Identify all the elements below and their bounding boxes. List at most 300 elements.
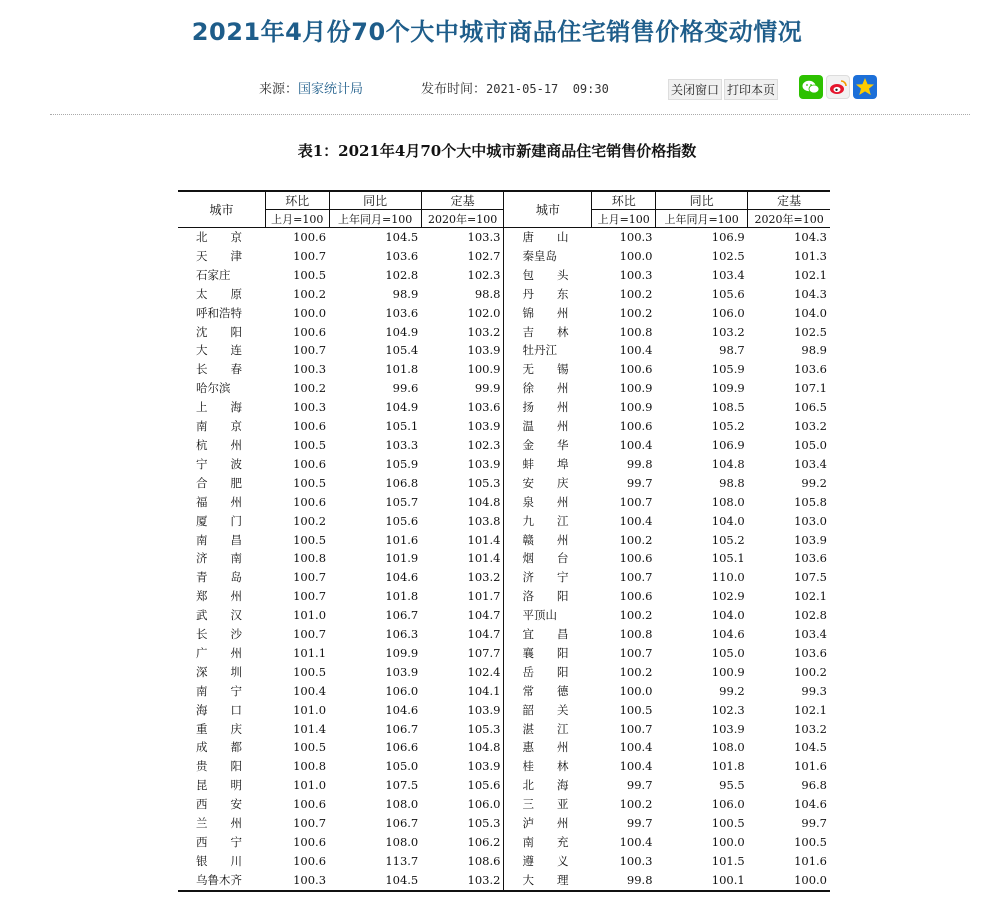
header-yoy: 同比 bbox=[329, 191, 421, 210]
cell-yoy-right: 105.0 bbox=[711, 645, 745, 660]
cell-base-right: 104.3 bbox=[794, 286, 827, 301]
table-row bbox=[178, 323, 830, 342]
cell-city-left: 武 汉 bbox=[196, 608, 242, 623]
cell-mom-right: 100.5 bbox=[619, 702, 653, 717]
table-row bbox=[178, 871, 830, 891]
cell-yoy-right: 100.5 bbox=[711, 816, 745, 831]
cell-mom-left: 101.4 bbox=[293, 721, 327, 736]
cell-mom-left: 100.7 bbox=[293, 589, 327, 604]
cell-yoy-left: 99.6 bbox=[392, 381, 419, 396]
cell-city-left: 重 庆 bbox=[196, 721, 242, 736]
cell-base-left: 98.8 bbox=[474, 286, 501, 301]
cell-yoy-right: 99.2 bbox=[719, 683, 745, 698]
cell-mom-right: 100.9 bbox=[619, 381, 653, 396]
cell-base-right: 99.7 bbox=[801, 816, 827, 831]
table-row bbox=[178, 833, 830, 852]
cell-mom-left: 100.5 bbox=[293, 532, 327, 547]
cell-mom-left: 100.5 bbox=[293, 664, 327, 679]
cell-base-left: 102.3 bbox=[467, 437, 501, 452]
table-row bbox=[178, 531, 830, 550]
cell-city-left: 银 川 bbox=[196, 853, 242, 868]
cell-base-left: 107.7 bbox=[467, 645, 501, 660]
cell-city-right: 泸 州 bbox=[504, 814, 592, 833]
table-row bbox=[178, 814, 830, 833]
cell-yoy-left: 109.9 bbox=[385, 645, 419, 660]
cell-mom-right: 100.8 bbox=[619, 324, 653, 339]
cell-base-right: 105.8 bbox=[794, 494, 827, 509]
cell-base-right: 104.0 bbox=[794, 305, 827, 320]
cell-base-left: 103.2 bbox=[421, 871, 504, 891]
cell-city-left: 大 连 bbox=[196, 343, 242, 358]
cell-mom-left: 100.2 bbox=[293, 286, 327, 301]
cell-mom-left: 100.3 bbox=[265, 871, 329, 891]
weibo-icon[interactable] bbox=[826, 75, 850, 99]
header-city-2: 城市 bbox=[504, 191, 592, 228]
cell-city-left: 广 州 bbox=[196, 645, 242, 660]
cell-city-left: 贵 阳 bbox=[196, 759, 242, 774]
table-row bbox=[178, 228, 830, 247]
cell-yoy-right: 103.2 bbox=[711, 324, 745, 339]
cell-yoy-left: 106.8 bbox=[385, 475, 419, 490]
cell-base-right: 103.6 bbox=[794, 645, 827, 660]
cell-base-right: 102.1 bbox=[794, 589, 827, 604]
cell-base-right: 103.2 bbox=[794, 419, 827, 434]
cell-yoy-left: 104.9 bbox=[385, 324, 419, 339]
table-row bbox=[178, 625, 830, 644]
cell-yoy-left: 106.7 bbox=[385, 608, 419, 623]
cell-city-right: 韶 关 bbox=[504, 701, 592, 720]
cell-mom-left: 100.7 bbox=[293, 343, 327, 358]
cell-city-left: 深 圳 bbox=[196, 664, 242, 679]
header-base-sub-2: 2020年=100 bbox=[748, 210, 830, 228]
cell-city-right: 大 理 bbox=[504, 871, 592, 891]
cell-yoy-left: 104.6 bbox=[385, 702, 419, 717]
cell-base-right: 104.5 bbox=[794, 740, 827, 755]
cell-yoy-left: 104.6 bbox=[385, 570, 419, 585]
table-row bbox=[178, 493, 830, 512]
cell-mom-right: 100.9 bbox=[619, 400, 653, 415]
cell-mom-right: 100.4 bbox=[619, 343, 653, 358]
cell-city-right: 唐 山 bbox=[504, 228, 592, 247]
cell-mom-right: 100.2 bbox=[619, 305, 653, 320]
cell-city-right: 吉 林 bbox=[504, 323, 592, 342]
cell-base-left: 103.2 bbox=[467, 324, 501, 339]
cell-yoy-left: 106.3 bbox=[385, 627, 419, 642]
cell-city-right: 北 海 bbox=[504, 776, 592, 795]
table-row bbox=[178, 455, 830, 474]
cell-yoy-left: 106.7 bbox=[385, 816, 419, 831]
cell-yoy-right: 101.5 bbox=[711, 853, 745, 868]
source bbox=[259, 78, 363, 97]
cell-mom-right: 99.7 bbox=[626, 475, 653, 490]
close-window-button[interactable]: 关闭窗口 bbox=[668, 79, 722, 100]
cell-yoy-left: 103.6 bbox=[385, 305, 419, 320]
table-row bbox=[178, 398, 830, 417]
cell-mom-right: 100.4 bbox=[619, 759, 653, 774]
cell-base-right: 103.4 bbox=[794, 627, 827, 642]
header-base: 定基 bbox=[421, 191, 504, 210]
cell-city-right: 包 头 bbox=[504, 266, 592, 285]
cell-yoy-left: 105.6 bbox=[385, 513, 419, 528]
publish-time-value: 2021-05-17 09:30 bbox=[486, 82, 609, 96]
cell-base-left: 103.6 bbox=[467, 400, 501, 415]
cell-yoy-left: 103.3 bbox=[385, 437, 419, 452]
cell-base-right: 102.5 bbox=[794, 324, 827, 339]
cell-base-left: 101.7 bbox=[467, 589, 501, 604]
print-page-button[interactable]: 打印本页 bbox=[724, 79, 778, 100]
table-row bbox=[178, 738, 830, 757]
cell-base-right: 100.2 bbox=[794, 664, 827, 679]
cell-yoy-right: 98.7 bbox=[719, 343, 745, 358]
cell-mom-left: 100.6 bbox=[293, 324, 327, 339]
cell-city-right: 湛 江 bbox=[504, 720, 592, 739]
cell-yoy-right: 104.0 bbox=[711, 608, 745, 623]
cell-mom-left: 100.6 bbox=[293, 797, 327, 812]
cell-mom-right: 100.2 bbox=[619, 608, 653, 623]
table-row bbox=[178, 720, 830, 739]
table-row bbox=[178, 606, 830, 625]
cell-base-left: 103.2 bbox=[467, 570, 501, 585]
cell-yoy-right: 105.2 bbox=[711, 419, 745, 434]
cell-city-left: 呼和浩特 bbox=[196, 305, 242, 320]
cell-city-left: 天 津 bbox=[196, 248, 242, 263]
publish-time bbox=[421, 78, 609, 97]
cell-base-left: 103.9 bbox=[467, 343, 501, 358]
cell-city-left: 长 春 bbox=[196, 362, 242, 377]
header-mom-2: 环比 bbox=[592, 191, 656, 210]
cell-base-left: 102.7 bbox=[467, 248, 501, 263]
cell-yoy-right: 104.8 bbox=[711, 456, 745, 471]
cell-city-right: 济 宁 bbox=[504, 568, 592, 587]
cell-city-right: 安 庆 bbox=[504, 474, 592, 493]
cell-yoy-right: 105.1 bbox=[711, 551, 745, 566]
cell-mom-left: 100.6 bbox=[293, 419, 327, 434]
table-row bbox=[178, 852, 830, 871]
cell-base-left: 104.8 bbox=[467, 494, 501, 509]
cell-city-left: 兰 州 bbox=[196, 816, 242, 831]
cell-base-right: 101.6 bbox=[794, 853, 827, 868]
cell-city-left: 济 南 bbox=[196, 551, 242, 566]
cell-base-left: 106.0 bbox=[467, 797, 501, 812]
cell-yoy-left: 101.8 bbox=[385, 589, 419, 604]
source-link[interactable]: 国家统计局 bbox=[298, 82, 364, 97]
cell-mom-right: 100.7 bbox=[619, 570, 653, 585]
cell-mom-left: 100.8 bbox=[293, 551, 327, 566]
cell-yoy-right: 108.0 bbox=[711, 494, 745, 509]
cell-mom-right: 99.7 bbox=[626, 816, 653, 831]
table-row bbox=[178, 474, 830, 493]
cell-base-right: 99.3 bbox=[801, 683, 827, 698]
table-row bbox=[178, 341, 830, 360]
table-caption: 表1：2021年4月70个大中城市新建商品住宅销售价格指数 bbox=[297, 142, 697, 160]
cell-city-left: 南 京 bbox=[196, 419, 242, 434]
cell-mom-left: 100.3 bbox=[293, 400, 327, 415]
cell-city-right: 九 江 bbox=[504, 512, 592, 531]
cell-city-left: 成 都 bbox=[196, 740, 242, 755]
cell-yoy-left: 106.6 bbox=[385, 740, 419, 755]
cell-base-left: 101.4 bbox=[467, 551, 501, 566]
cell-city-left: 长 沙 bbox=[196, 627, 242, 642]
cell-base-left: 100.9 bbox=[467, 362, 501, 377]
cell-mom-right: 100.7 bbox=[619, 721, 653, 736]
cell-yoy-right: 106.9 bbox=[711, 230, 745, 244]
cell-city-right: 常 德 bbox=[504, 682, 592, 701]
cell-base-right: 107.1 bbox=[794, 381, 827, 396]
divider bbox=[50, 114, 970, 115]
cell-base-right: 104.6 bbox=[794, 797, 827, 812]
cell-yoy-left: 98.9 bbox=[392, 286, 419, 301]
cell-mom-right: 100.3 bbox=[619, 267, 653, 282]
cell-base-right: 99.2 bbox=[801, 475, 827, 490]
cell-base-right: 103.9 bbox=[794, 532, 827, 547]
cell-base-left: 104.7 bbox=[467, 608, 501, 623]
cell-base-left: 106.2 bbox=[467, 835, 501, 849]
cell-yoy-right: 105.9 bbox=[711, 362, 745, 377]
cell-base-left: 102.3 bbox=[467, 267, 501, 282]
cell-mom-right: 100.2 bbox=[619, 532, 653, 547]
cell-yoy-right: 101.8 bbox=[711, 759, 745, 774]
cell-base-right: 107.5 bbox=[794, 570, 827, 585]
cell-city-left: 海 口 bbox=[196, 702, 242, 717]
cell-city-right: 扬 州 bbox=[504, 398, 592, 417]
cell-mom-right: 100.6 bbox=[619, 589, 653, 604]
cell-yoy-right: 103.4 bbox=[711, 267, 745, 282]
table-row bbox=[178, 776, 830, 795]
cell-base-left: 104.1 bbox=[467, 683, 501, 698]
cell-yoy-left: 108.0 bbox=[385, 797, 419, 812]
table-row bbox=[178, 795, 830, 814]
cell-city-left: 昆 明 bbox=[196, 778, 242, 793]
cell-yoy-left: 105.0 bbox=[385, 759, 419, 774]
cell-city-left: 石家庄 bbox=[196, 267, 231, 282]
cell-mom-left: 100.0 bbox=[293, 305, 327, 320]
cell-mom-left: 101.0 bbox=[293, 702, 327, 717]
table-row bbox=[178, 587, 830, 606]
cell-yoy-left: 113.7 bbox=[385, 853, 419, 868]
header-yoy-2: 同比 bbox=[656, 191, 748, 210]
cell-city-left: 南 昌 bbox=[196, 532, 242, 547]
cell-yoy-right: 100.9 bbox=[711, 664, 745, 679]
cell-mom-left: 100.8 bbox=[293, 759, 327, 774]
cell-base-left: 105.3 bbox=[467, 475, 501, 490]
cell-yoy-left: 105.4 bbox=[385, 343, 419, 358]
cell-yoy-left: 106.7 bbox=[385, 721, 419, 736]
cell-mom-left: 100.5 bbox=[293, 437, 327, 452]
cell-city-left: 西 宁 bbox=[196, 835, 242, 849]
cell-city-left: 青 岛 bbox=[196, 570, 242, 585]
cell-yoy-right: 103.9 bbox=[711, 721, 745, 736]
table-row bbox=[178, 285, 830, 304]
cell-yoy-left: 103.9 bbox=[385, 664, 419, 679]
cell-yoy-right: 95.5 bbox=[719, 778, 745, 793]
page-title: 2021年4月份70个大中城市商品住宅销售价格变动情况 bbox=[191, 18, 803, 46]
price-index-table bbox=[178, 190, 830, 892]
cell-mom-right: 100.4 bbox=[619, 437, 653, 452]
cell-city-right: 温 州 bbox=[504, 417, 592, 436]
cell-mom-right: 99.8 bbox=[592, 871, 656, 891]
table-row bbox=[178, 682, 830, 701]
cell-base-left: 103.9 bbox=[467, 456, 501, 471]
cell-base-left: 101.4 bbox=[467, 532, 501, 547]
cell-yoy-left: 105.7 bbox=[385, 494, 419, 509]
cell-base-right: 103.6 bbox=[794, 551, 827, 566]
source-label: 来源： bbox=[259, 82, 299, 97]
cell-yoy-right: 100.0 bbox=[711, 835, 745, 849]
cell-yoy-left: 108.0 bbox=[385, 835, 419, 849]
cell-mom-right: 100.6 bbox=[619, 362, 653, 377]
cell-yoy-right: 102.3 bbox=[711, 702, 745, 717]
cell-base-left: 104.8 bbox=[467, 740, 501, 755]
cell-mom-left: 101.1 bbox=[293, 645, 327, 660]
cell-base-right: 103.2 bbox=[794, 721, 827, 736]
cell-base-left: 105.3 bbox=[467, 721, 501, 736]
table-row bbox=[178, 512, 830, 531]
table-row bbox=[178, 701, 830, 720]
cell-yoy-left: 103.6 bbox=[385, 248, 419, 263]
cell-city-left: 合 肥 bbox=[196, 475, 242, 490]
cell-mom-right: 100.8 bbox=[619, 627, 653, 642]
cell-yoy-right: 110.0 bbox=[711, 570, 745, 585]
cell-mom-right: 100.7 bbox=[619, 645, 653, 660]
cell-yoy-left: 105.9 bbox=[385, 456, 419, 471]
cell-city-right: 金 华 bbox=[504, 436, 592, 455]
cell-city-right: 赣 州 bbox=[504, 531, 592, 550]
cell-yoy-right: 102.9 bbox=[711, 589, 745, 604]
cell-yoy-left: 104.5 bbox=[329, 871, 421, 891]
cell-yoy-left: 104.9 bbox=[385, 400, 419, 415]
cell-base-left: 103.8 bbox=[467, 513, 501, 528]
table-row bbox=[178, 436, 830, 455]
cell-yoy-right: 105.6 bbox=[711, 286, 745, 301]
publish-time-label: 发布时间： bbox=[421, 82, 487, 97]
cell-mom-left: 101.0 bbox=[293, 608, 327, 623]
cell-city-left: 南 宁 bbox=[196, 683, 242, 698]
cell-city-left: 杭 州 bbox=[196, 437, 242, 452]
table-row bbox=[178, 360, 830, 379]
cell-mom-left: 100.6 bbox=[293, 835, 327, 849]
cell-base-left: 103.9 bbox=[467, 419, 501, 434]
cell-mom-left: 101.0 bbox=[293, 778, 327, 793]
cell-mom-left: 100.3 bbox=[293, 362, 327, 377]
cell-mom-right: 99.7 bbox=[626, 778, 653, 793]
cell-mom-left: 100.6 bbox=[293, 853, 327, 868]
cell-base-right: 105.0 bbox=[794, 437, 827, 452]
cell-mom-right: 100.0 bbox=[619, 683, 653, 698]
cell-base-left: 105.6 bbox=[467, 778, 501, 793]
cell-base-right: 102.1 bbox=[794, 702, 827, 717]
cell-mom-left: 100.6 bbox=[293, 456, 327, 471]
cell-city-left: 上 海 bbox=[196, 400, 242, 415]
cell-base-left: 105.3 bbox=[467, 816, 501, 831]
cell-mom-right: 100.4 bbox=[619, 740, 653, 755]
cell-yoy-left: 102.8 bbox=[385, 267, 419, 282]
cell-city-right: 遵 义 bbox=[504, 852, 592, 871]
cell-base-left: 99.9 bbox=[474, 381, 501, 396]
cell-city-right: 丹 东 bbox=[504, 285, 592, 304]
cell-base-left: 102.0 bbox=[467, 305, 501, 320]
table-row bbox=[178, 663, 830, 682]
cell-mom-right: 100.2 bbox=[619, 797, 653, 812]
table-row bbox=[178, 644, 830, 663]
table-row bbox=[178, 417, 830, 436]
cell-yoy-right: 98.8 bbox=[719, 475, 745, 490]
table-row bbox=[178, 247, 830, 266]
cell-yoy-right: 106.0 bbox=[711, 305, 745, 320]
cell-base-left: 103.9 bbox=[467, 759, 501, 774]
header-city: 城市 bbox=[178, 191, 265, 228]
header-yoy-sub: 上年同月=100 bbox=[329, 210, 421, 228]
cell-city-right: 烟 台 bbox=[504, 549, 592, 568]
qzone-icon[interactable] bbox=[853, 75, 877, 99]
cell-city-right: 洛 阳 bbox=[504, 587, 592, 606]
cell-base-right: 104.3 bbox=[794, 230, 827, 244]
cell-mom-left: 100.6 bbox=[293, 494, 327, 509]
cell-base-left: 103.9 bbox=[467, 702, 501, 717]
cell-mom-left: 100.4 bbox=[293, 683, 327, 698]
cell-mom-left: 100.7 bbox=[293, 816, 327, 831]
cell-yoy-left: 101.6 bbox=[385, 532, 419, 547]
cell-city-right: 岳 阳 bbox=[504, 663, 592, 682]
cell-yoy-right: 109.9 bbox=[711, 381, 745, 396]
cell-city-right: 徐 州 bbox=[504, 379, 592, 398]
header-base-2: 定基 bbox=[748, 191, 830, 210]
cell-city-left: 福 州 bbox=[196, 494, 242, 509]
header-base-sub: 2020年=100 bbox=[421, 210, 504, 228]
cell-mom-right: 100.6 bbox=[619, 419, 653, 434]
cell-city-right: 襄 阳 bbox=[504, 644, 592, 663]
cell-mom-right: 100.4 bbox=[619, 835, 653, 849]
header-mom-sub-2: 上月=100 bbox=[592, 210, 656, 228]
cell-city-right: 宜 昌 bbox=[504, 625, 592, 644]
cell-city-right: 无 锡 bbox=[504, 360, 592, 379]
cell-city-right: 牡丹江 bbox=[504, 341, 592, 360]
header-mom-sub: 上月=100 bbox=[265, 210, 329, 228]
cell-city-left: 郑 州 bbox=[196, 589, 242, 604]
cell-base-right: 103.0 bbox=[794, 513, 827, 528]
cell-yoy-right: 104.6 bbox=[711, 627, 745, 642]
cell-mom-right: 100.4 bbox=[619, 513, 653, 528]
cell-city-left: 西 安 bbox=[196, 797, 242, 812]
cell-mom-left: 100.5 bbox=[293, 267, 327, 282]
cell-city-right: 三 亚 bbox=[504, 795, 592, 814]
cell-mom-left: 100.5 bbox=[293, 475, 327, 490]
table-row bbox=[178, 568, 830, 587]
cell-city-right: 平顶山 bbox=[504, 606, 592, 625]
cell-city-left: 宁 波 bbox=[196, 456, 242, 471]
header-yoy-sub-2: 上年同月=100 bbox=[656, 210, 748, 228]
cell-mom-right: 100.2 bbox=[619, 664, 653, 679]
table-row bbox=[178, 549, 830, 568]
cell-yoy-right: 100.1 bbox=[656, 871, 748, 891]
header-mom: 环比 bbox=[265, 191, 329, 210]
cell-city-right: 秦皇岛 bbox=[504, 247, 592, 266]
cell-city-right: 锦 州 bbox=[504, 304, 592, 323]
cell-city-left: 沈 阳 bbox=[196, 324, 242, 339]
cell-yoy-left: 105.1 bbox=[385, 419, 419, 434]
cell-mom-right: 100.6 bbox=[619, 551, 653, 566]
wechat-icon[interactable] bbox=[799, 75, 823, 99]
cell-base-left: 104.7 bbox=[467, 627, 501, 642]
cell-city-left: 乌鲁木齐 bbox=[178, 871, 265, 891]
share-bar bbox=[799, 75, 880, 99]
cell-mom-left: 100.7 bbox=[293, 570, 327, 585]
cell-mom-left: 100.2 bbox=[293, 513, 327, 528]
cell-yoy-right: 102.5 bbox=[711, 248, 745, 263]
cell-city-right: 惠 州 bbox=[504, 738, 592, 757]
cell-mom-left: 100.2 bbox=[293, 381, 327, 396]
cell-yoy-left: 101.8 bbox=[385, 362, 419, 377]
cell-city-left: 太 原 bbox=[196, 286, 242, 301]
